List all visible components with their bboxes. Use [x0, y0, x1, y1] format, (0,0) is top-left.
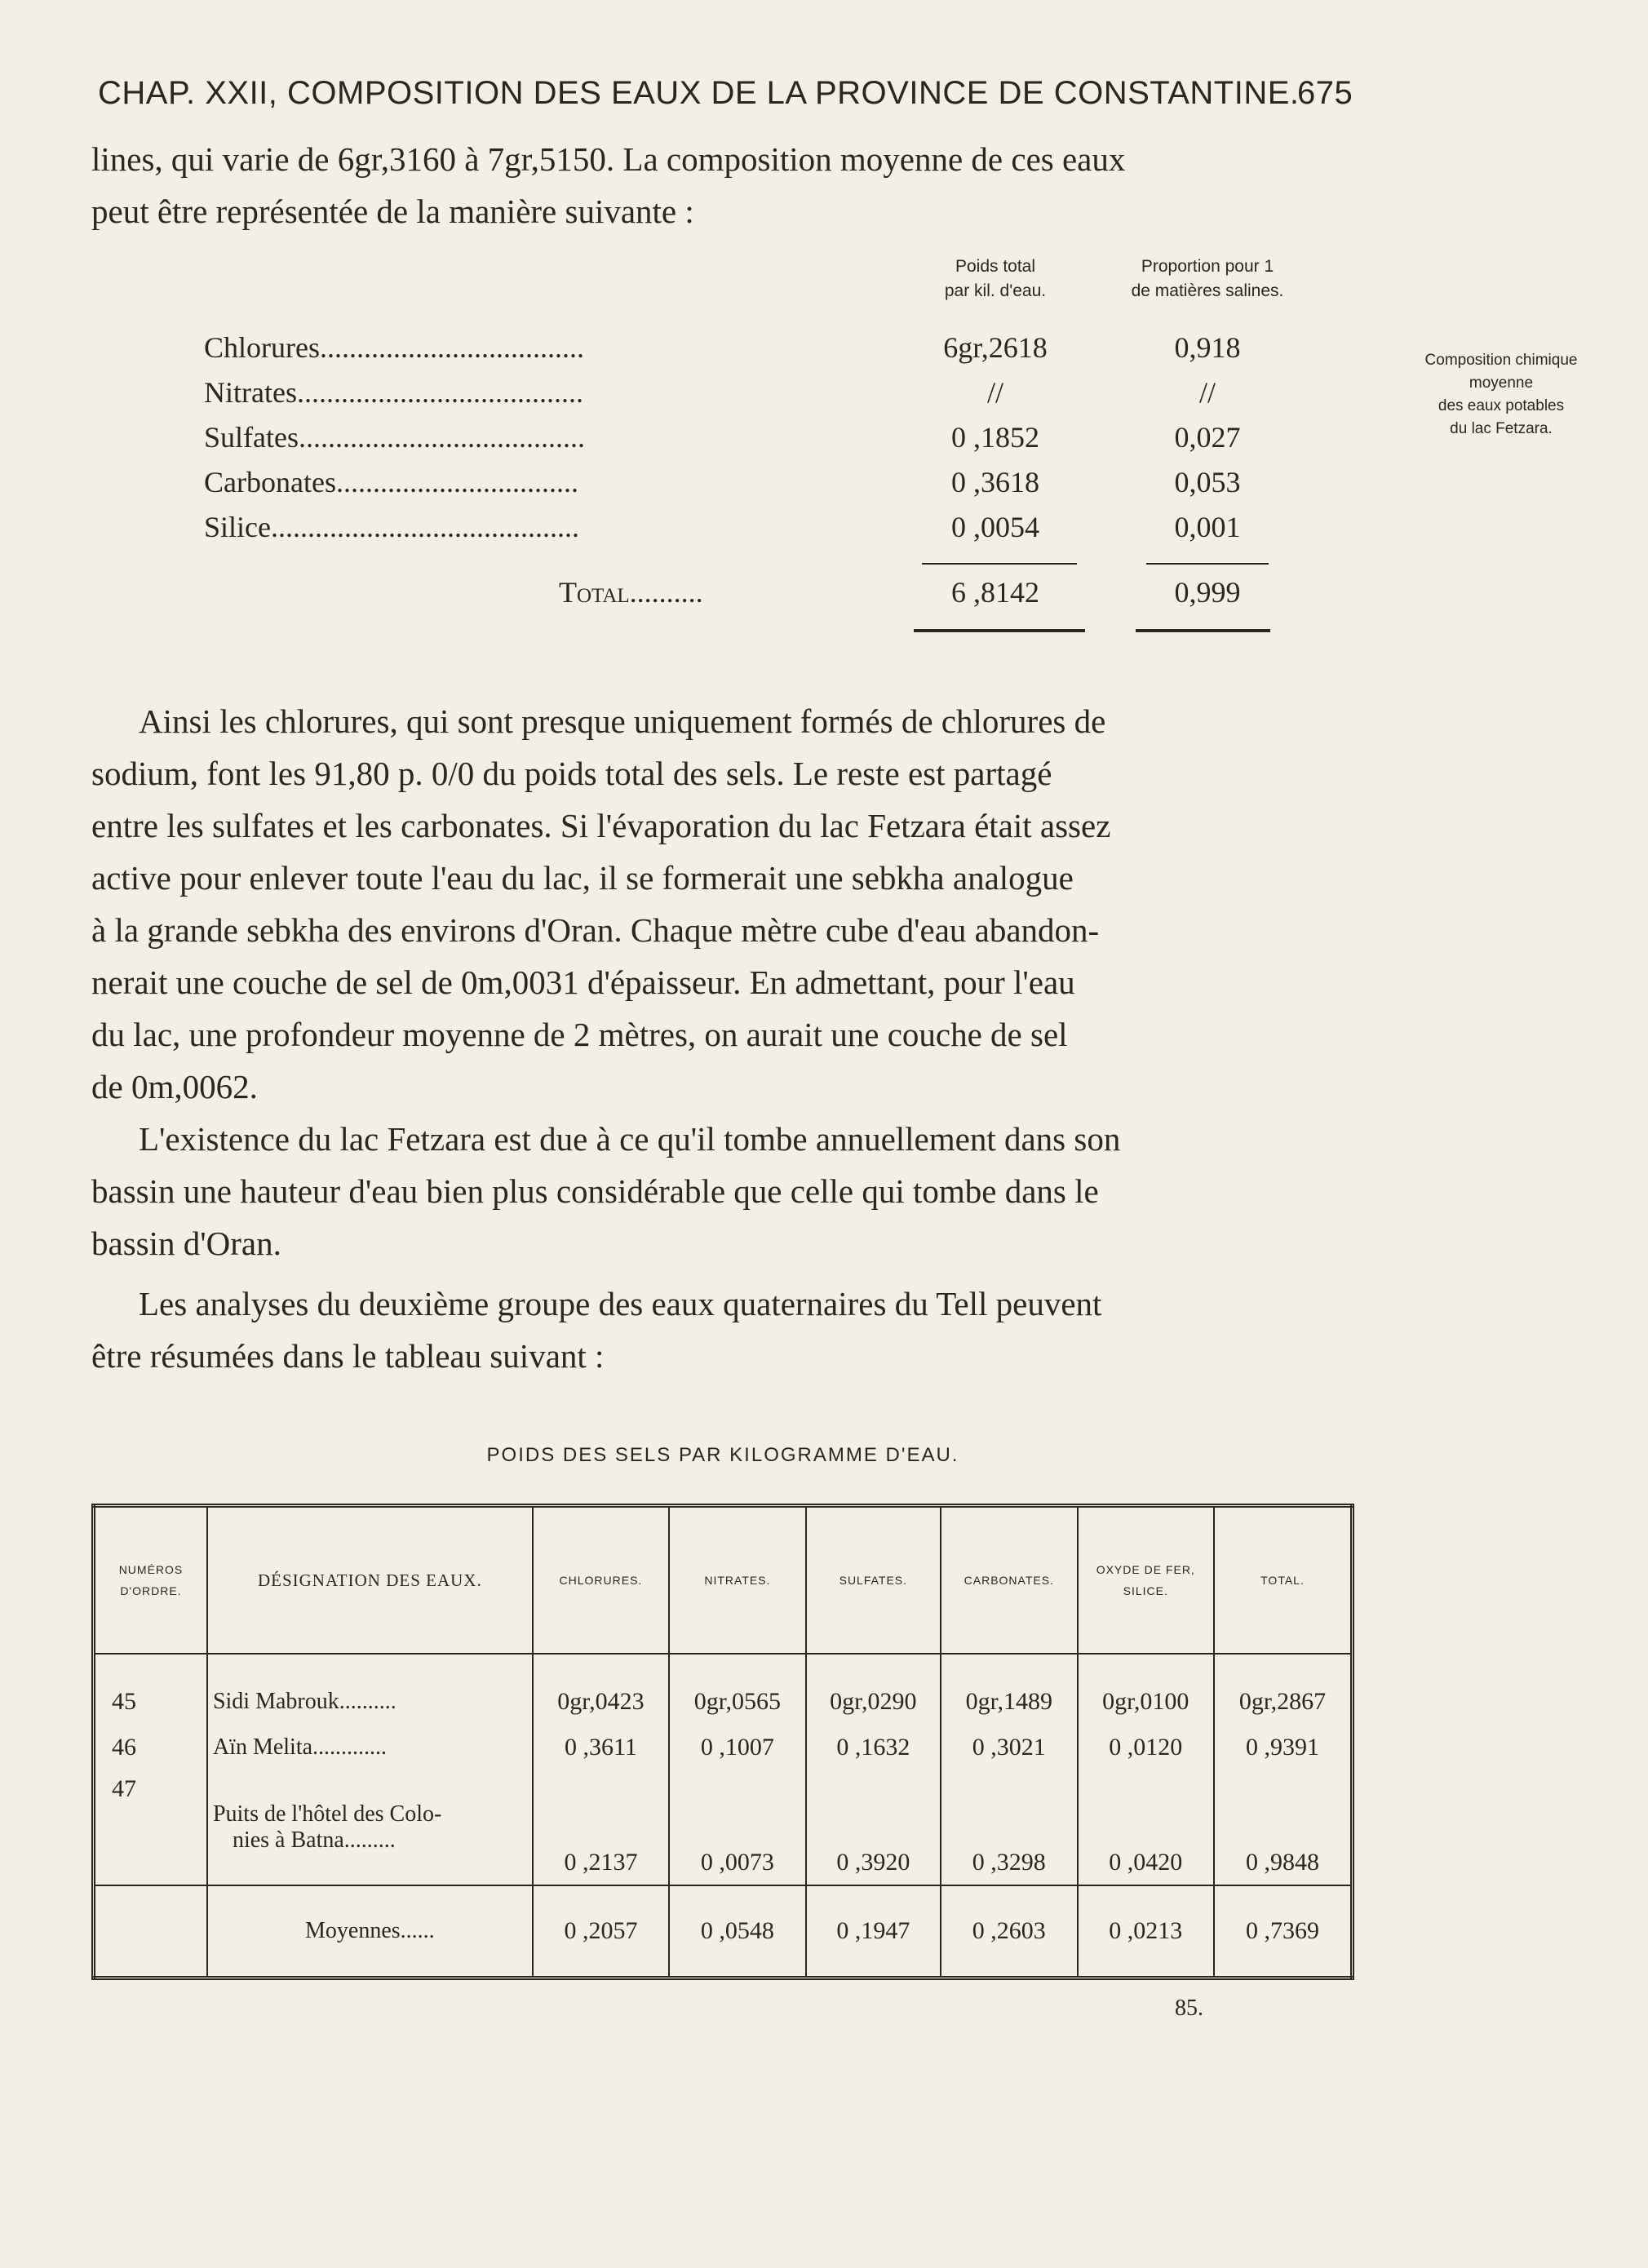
col-chlorures: CHLORURES.: [533, 1506, 669, 1654]
total-rule: [1136, 629, 1270, 632]
signature-mark: 85.: [1175, 1996, 1203, 2021]
averages-row: Moyennes...... 0 ,2057 0 ,0548 0 ,1947 0 ,2603 0 ,0213 0 ,7369: [94, 1885, 1353, 1978]
row-label: Silice..........................................: [204, 511, 579, 543]
proportion-value: 0,918: [1174, 331, 1241, 364]
table-row: 47 Puits de l'hôtel des Colo- nies à Batna......... 0 ,2137 0 ,0073 0 ,3920 0 ,3298 0 ,0420 0 ,9848: [94, 1770, 1353, 1885]
poids-value: //: [986, 376, 1003, 409]
paragraph-line: Ainsi les chlorures, qui sont presque uniquement formés de chlorures de: [139, 702, 1106, 740]
total-label: Total..........: [559, 576, 703, 609]
col-proportion-header: Proportion pour 1 de matières salines.: [1131, 257, 1284, 300]
margin-note: Composition chimique moyenne des eaux potables du lac Fetzara.: [1424, 352, 1578, 437]
table-row: 46 Aïn Melita............. 0 ,3611 0 ,1007 0 ,1632 0 ,3021 0 ,0120 0 ,9391: [94, 1725, 1353, 1770]
col-poids-header: Poids total par kil. d'eau.: [944, 257, 1047, 300]
col-carbonates: CARBONATES.: [941, 1506, 1077, 1654]
intro-line-2: peut être représentée de la manière suivante :: [91, 193, 694, 230]
page-number: 675: [1297, 75, 1353, 111]
col-nitrates: NITRATES.: [669, 1506, 805, 1654]
paragraph-line: bassin d'Oran.: [91, 1225, 281, 1262]
col-designation: DÉSIGNATION DES EAUX.: [207, 1506, 533, 1654]
table-caption: POIDS DES SELS PAR KILOGRAMME D'EAU.: [486, 1444, 959, 1466]
running-header: [98, 75, 1362, 112]
paragraph-line: entre les sulfates et les carbonates. Si l'évaporation du lac Fetzara était assez: [91, 807, 1111, 844]
col-oxyde: OXYDE DE FER, SILICE.: [1078, 1506, 1214, 1654]
row-label: Sulfates.......................................: [204, 421, 585, 454]
poids-value: 6gr,2618: [943, 331, 1048, 364]
total-proportion: 0,999: [1174, 576, 1241, 609]
poids-value: 0 ,3618: [951, 466, 1039, 498]
poids-value: 0 ,0054: [951, 511, 1039, 543]
paragraph-line: nerait une couche de sel de 0m,0031 d'épaisseur. En admettant, pour l'eau: [91, 963, 1075, 1001]
paragraph-line: à la grande sebkha des environs d'Oran. Chaque mètre cube d'eau abandon-: [91, 911, 1100, 949]
total-rule: [914, 629, 1085, 632]
table-header-row: [94, 1506, 1353, 1654]
proportion-value: 0,027: [1174, 421, 1241, 454]
paragraph-line: Les analyses du deuxième groupe des eaux quaternaires du Tell peuvent: [139, 1285, 1102, 1322]
spacer-row: [94, 1654, 1353, 1679]
col-sulfates: SULFATES.: [806, 1506, 941, 1654]
analysis-table: [91, 1504, 1354, 1980]
poids-value: 0 ,1852: [951, 421, 1039, 454]
paragraph-line: du lac, une profondeur moyenne de 2 mètres, on aurait une couche de sel: [91, 1016, 1068, 1053]
sum-rule: [922, 563, 1077, 565]
paragraph-line: sodium, font les 91,80 p. 0/0 du poids total des sels. Le reste est partagé: [91, 755, 1052, 792]
col-total: TOTAL.: [1214, 1506, 1353, 1654]
table-row: 45 Sidi Mabrouk.......... 0gr,0423 0gr,0565 0gr,0290 0gr,1489 0gr,0100 0gr,2867: [94, 1679, 1353, 1725]
proportion-value: 0,001: [1174, 511, 1241, 543]
intro-line-1: lines, qui varie de 6gr,3160 à 7gr,5150. La composition moyenne de ces eaux: [91, 140, 1126, 178]
row-label: Nitrates.......................................: [204, 376, 583, 409]
paragraph-line: de 0m,0062.: [91, 1068, 258, 1105]
proportion-value: //: [1198, 376, 1216, 409]
row-label: Carbonates.................................: [204, 466, 578, 498]
paragraph-line: L'existence du lac Fetzara est due à ce qu'il tombe annuellement dans son: [139, 1120, 1121, 1158]
chapter-title: CHAP. XXII, COMPOSITION DES EAUX DE LA PROVINCE DE CONSTANTINE.: [98, 75, 1300, 111]
paragraph-line: être résumées dans le tableau suivant :: [91, 1337, 605, 1375]
total-poids: 6 ,8142: [951, 576, 1039, 609]
row-label: Chlorures....................................: [204, 331, 584, 364]
sum-rule: [1146, 563, 1269, 565]
proportion-value: 0,053: [1174, 466, 1241, 498]
paragraph-line: bassin une hauteur d'eau bien plus considérable que celle qui tombe dans le: [91, 1172, 1099, 1210]
col-numeros: NUMÉROS D'ORDRE.: [94, 1506, 207, 1654]
paragraph-line: active pour enlever toute l'eau du lac, il se formerait une sebkha analogue: [91, 859, 1074, 897]
